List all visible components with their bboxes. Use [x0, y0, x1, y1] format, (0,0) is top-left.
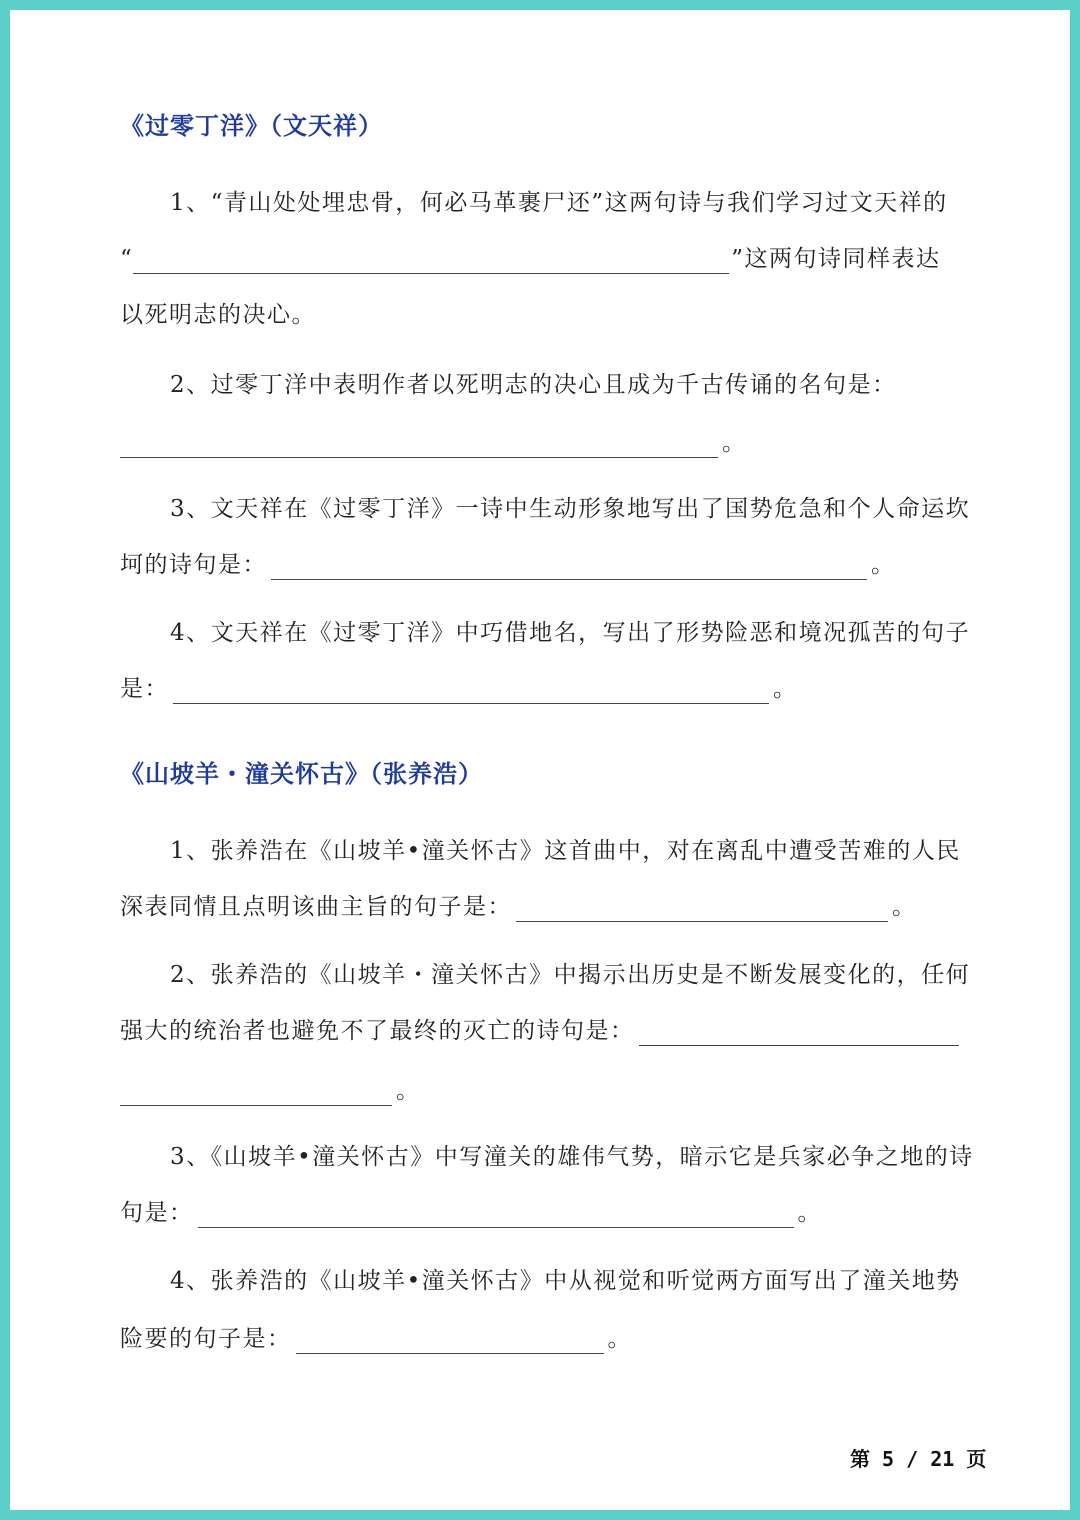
s1-q4-line2 [120, 674, 798, 704]
answer-blank[interactable] [271, 557, 867, 580]
answer-blank[interactable] [198, 1205, 794, 1228]
s1-q2-line2 [120, 428, 747, 458]
s2-q3-line2 [120, 1198, 822, 1228]
s1-q3-line1: 3、文天祥在《过零丁洋》一诗中生动形象地写出了国势危急和个人命运坎 [170, 496, 971, 522]
period: 。 [773, 676, 798, 702]
s2-q2-line1: 2、张养浩的《山坡羊・潼关怀古》中揭示出历史是不断发展变化的，任何 [170, 962, 971, 988]
s2-q3-line2-text: 句是： [120, 1200, 194, 1226]
answer-blank[interactable] [296, 1331, 604, 1354]
s1-q1-line3: 以死明志的决心。 [120, 302, 316, 328]
answer-blank[interactable] [639, 1023, 959, 1046]
s1-q3-line2 [120, 550, 896, 580]
period: 。 [871, 552, 896, 578]
page-number: 第 5 / 21 页 [850, 1447, 987, 1471]
s1-q2-line1: 2、过零丁洋中表明作者以死明志的决心且成为千古传诵的名句是： [170, 372, 897, 398]
s2-q1-line2 [120, 892, 917, 922]
s2-q2-line2-text: 强大的统治者也避免不了最终的灭亡的诗句是： [120, 1018, 635, 1044]
period: 。 [797, 1200, 822, 1226]
s1-q4-line2-text: 是： [120, 676, 169, 702]
answer-blank[interactable] [133, 251, 729, 274]
answer-blank[interactable] [120, 435, 718, 458]
period: 。 [396, 1078, 421, 1104]
period: 。 [722, 430, 747, 456]
answer-blank[interactable] [516, 899, 888, 922]
open-quote: “ [120, 246, 134, 272]
s1-q3-line2-text: 坷的诗句是： [120, 552, 267, 578]
s2-q3-line1: 3、《山坡羊•潼关怀古》中写潼关的雄伟气势，暗示它是兵家必争之地的诗 [170, 1144, 974, 1170]
s2-q2-line3 [120, 1076, 421, 1106]
period: 。 [607, 1326, 632, 1352]
s1-q4-line1: 4、文天祥在《过零丁洋》中巧借地名，写出了形势险恶和境况孤苦的句子 [170, 620, 971, 646]
section-title-shanpoyang: 《山坡羊・潼关怀古》（张养浩） [120, 759, 483, 788]
s2-q4-line2-text: 险要的句子是： [120, 1326, 292, 1352]
answer-blank[interactable] [120, 1083, 392, 1106]
answer-blank[interactable] [173, 681, 769, 704]
s2-q1-line1: 1、张养浩在《山坡羊•潼关怀古》这首曲中，对在离乱中遭受苦难的人民 [170, 838, 961, 864]
s2-q2-line2 [120, 1016, 959, 1046]
s1-q1-line1: 1、“青山处处埋忠骨，何必马革裹尸还”这两句诗与我们学习过文天祥的 [170, 190, 948, 216]
s2-q1-line2-text: 深表同情且点明该曲主旨的句子是： [120, 894, 512, 920]
section-title-guolingdingyang: 《过零丁洋》（文天祥） [120, 111, 383, 140]
s1-q1-line2 [120, 244, 941, 274]
period: 。 [892, 894, 917, 920]
s2-q4-line1: 4、张养浩的《山坡羊•潼关怀古》中从视觉和听觉两方面写出了潼关地势 [170, 1268, 961, 1294]
s2-q4-line2 [120, 1324, 632, 1354]
s1-q1-line2-text: ”这两句诗同样表达 [731, 246, 941, 272]
